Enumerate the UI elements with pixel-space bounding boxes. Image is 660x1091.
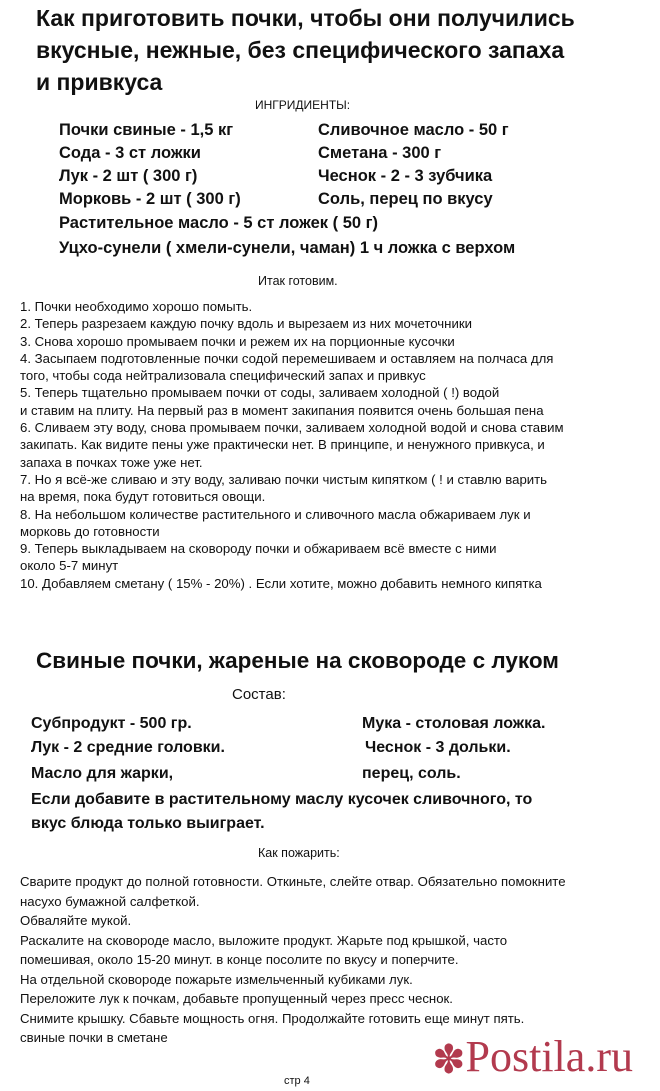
watermark-text: Postila.ru (465, 1032, 633, 1081)
composition-note-line-1: Если добавите в растительному маслу кусочек сливочного, то (31, 791, 533, 808)
step-line: морковь до готовности (20, 523, 160, 539)
step-line: 5. Теперь тщательно промываем почки от соды, заливаем холодной ( !) водой (20, 385, 500, 401)
page-title-line-1: Как приготовить почки, чтобы они получились (36, 5, 575, 31)
fry-line: Переложите лук к почкам, добавьте пропущенный через пресс чеснок. (20, 991, 453, 1006)
page-number: стр 4 (284, 1075, 310, 1087)
step-line: 1. Почки необходимо хорошо помыть. (20, 299, 253, 314)
ingredient-item: Сливочное масло - 50 г (318, 121, 509, 139)
steps-list (20, 298, 564, 592)
fry-line: На отдельной сковороде пожарьте измельченный кубиками лук. (20, 971, 413, 987)
step-line: 4. Засыпаем подготовленные почки содой перемешиваем и оставляем на полчаса для (20, 350, 554, 366)
composition-item: Чеснок - 3 дольки. (365, 739, 511, 756)
watermark-icon: ✽ (432, 1037, 466, 1082)
step-line: запаха в почках тоже уже нет. (20, 454, 203, 470)
composition-item: Субпродукт - 500 гр. (31, 715, 192, 732)
page-title-line-3: и привкуса (36, 69, 163, 95)
composition-item: Мука - столовая ложка. (362, 715, 546, 732)
ingredient-item: Лук - 2 шт ( 300 г) (59, 167, 198, 185)
step-line: 3. Снова хорошо промываем почки и режем их на порционные кусочки (20, 333, 455, 349)
how-to-fry-heading: Как пожарить: (258, 846, 340, 860)
ingredient-item: Соль, перец по вкусу (318, 190, 493, 208)
step-line: 9. Теперь выкладываем на сковороду почки и обжариваем всё вместе с ними (20, 541, 497, 557)
step-line: около 5-7 минут (20, 558, 119, 574)
step-line: закипать. Как видите пены уже практически нет. В принципе, и ненужного привкуса, и (20, 437, 545, 453)
fry-line: Обваляйте мукой. (20, 913, 132, 928)
page-title-line-2: вкусные, нежные, без специфического запаха (36, 37, 565, 63)
watermark-logo (432, 1031, 633, 1083)
fry-line: Сварите продукт до полной готовности. Откиньте, слейте отвар. Обязательно помокните (20, 874, 566, 889)
fry-instructions (20, 872, 566, 1048)
section-title: Свиные почки, жареные на сковороде с луком (36, 648, 559, 673)
composition-heading: Состав: (232, 686, 286, 703)
step-line: 2. Теперь разрезаем каждую почку вдоль и вырезаем из них мочеточники (20, 316, 472, 332)
ingredient-item: Чеснок - 2 - 3 зубчика (318, 167, 493, 185)
composition-item: Масло для жарки, (31, 765, 174, 782)
composition-note-line-2: вкус блюда только выиграет. (31, 815, 265, 832)
fry-line: свиные почки в сметане (20, 1030, 168, 1045)
ingredient-item: Почки свиные - 1,5 кг (59, 121, 234, 139)
step-line: 10. Добавляем сметану ( 15% - 20%) . Если хотите, можно добавить немного кипятка (20, 575, 542, 591)
ingredients-heading: ИНГРИДИЕНТЫ: (255, 98, 351, 112)
step-line: 6. Сливаем эту воду, снова промываем почки, заливаем холодной водой и снова ставим (20, 420, 564, 436)
step-line: и ставим на плиту. На первый раз в момент закипания появится очень большая пена (20, 402, 544, 418)
ingredient-item: Сметана - 300 г (318, 144, 442, 162)
ingredient-oil: Растительное масло - 5 ст ложек ( 50 г) (59, 214, 379, 232)
fry-line: насухо бумажной салфеткой. (20, 893, 200, 909)
step-line: 8. На небольшом количестве растительного и сливочного масла обжариваем лук и (20, 506, 531, 522)
ingredient-spice: Уцхо-сунели ( хмели-сунели, чаман) 1 ч ложка с верхом (59, 239, 516, 257)
fry-line: Раскалите на сковороде масло, выложите продукт. Жарьте под крышкой, часто (20, 932, 508, 948)
ingredient-item: Сода - 3 ст ложки (59, 144, 201, 162)
step-line: 7. Но я всё-же сливаю и эту воду, заливаю почки чистым кипятком ( ! и ставлю варить (20, 471, 548, 487)
step-line: того, чтобы сода нейтрализовала специфический запах и привкус (20, 368, 426, 384)
ingredient-item: Морковь - 2 шт ( 300 г) (59, 190, 241, 208)
step-line: на время, пока будут готовиться овощи. (20, 489, 266, 505)
composition-item: Лук - 2 средние головки. (31, 739, 225, 756)
composition-item: перец, соль. (362, 765, 461, 782)
fry-line: Снимите крышку. Сбавьте мощность огня. Продолжайте готовить еще минут пять. (20, 1010, 525, 1026)
fry-line: помешивая, около 15-20 минут. в конце посолите по вкусу и поперчите. (20, 952, 459, 967)
lets-cook-heading: Итак готовим. (258, 274, 338, 288)
